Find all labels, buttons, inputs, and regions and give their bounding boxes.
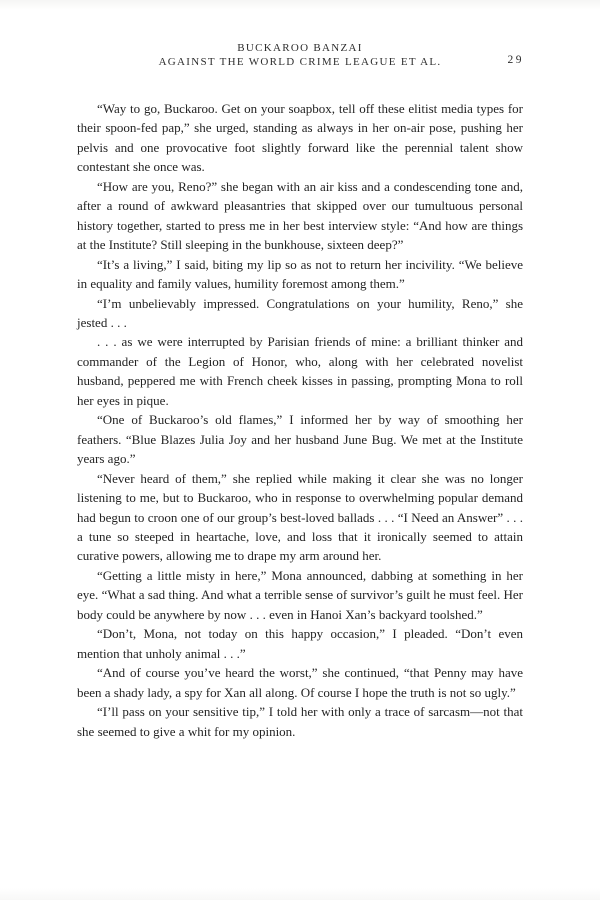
running-head-book-title: BUCKAROO BANZAI <box>237 42 363 54</box>
paragraph: “Getting a little misty in here,” Mona announced, dabbing at something in her eye. “What a sad thing. And what a terrible sense of survivor’s guilt he must feel. Her body could be anywhere by now . . . even in Hanoi Xan’s backyard toolshed.” <box>77 567 523 622</box>
paragraph: “Don’t, Mona, not today on this happy occasion,” I pleaded. “Don’t even mention that unholy animal . . .” <box>77 626 523 661</box>
paragraph: “I’m unbelievably impressed. Congratulations on your humility, Reno,” she jested . . . <box>77 295 523 330</box>
paragraph: “One of Buckaroo’s old flames,” I informed her by way of smoothing her feathers. “Blue Blazes Julia Joy and her husband June Bug. We met at the Institute years ago.” <box>77 412 523 467</box>
page-number: 29 <box>507 54 524 66</box>
paragraph: . . . as we were interrupted by Parisian friends of mine: a brilliant thinker and commander of the Legion of Honor, who, along with her celebrated novelist husband, peppered me with French cheek kisses in passing, prompting Mona to roll her eyes in pique. <box>77 334 523 408</box>
body-text <box>77 99 523 741</box>
running-head <box>77 42 523 69</box>
paragraph: “Never heard of them,” she replied while making it clear she was no longer listening to me, but to Buckaroo, who in response to overwhelming popular demand had begun to croon one of our group’s best-loved ballads . . . “I Need an Answer” . . . a tune so steeped in heartache, love, and loss that it ironically seemed to attain curative powers, allowing me to drape my arm around her. <box>77 470 523 564</box>
paragraph: “It’s a living,” I said, biting my lip so as not to return her incivility. “We believe in equality and family values, humility foremost among them.” <box>77 256 523 292</box>
running-head-book-subtitle: AGAINST THE WORLD CRIME LEAGUE ET AL. <box>158 55 442 68</box>
paragraph: “And of course you’ve heard the worst,” she continued, “that Penny may have been a shady lady, a spy for Xan all along. Of course I hope the truth is not so ugly.” <box>77 665 523 700</box>
paragraph: “I’ll pass on your sensitive tip,” I told her with only a trace of sarcasm—not that she seemed to give a whit for my opinion. <box>77 704 523 739</box>
paragraph: “How are you, Reno?” she began with an air kiss and a condescending tone and, after a round of awkward pleasantries that skipped over our tumultuous personal history together, started to press me in her best interview style: “And how are things at the Institute? Still sleeping in the bunkhouse, sixteen deep?” <box>77 178 523 253</box>
paragraph: “Way to go, Buckaroo. Get on your soapbox, tell off these elitist media types for their spoon-fed pap,” she urged, standing as always in her on-air pose, pushing her pelvis and one provocative foot slightly forward like the perennial talent show contestant she once was. <box>77 101 523 175</box>
